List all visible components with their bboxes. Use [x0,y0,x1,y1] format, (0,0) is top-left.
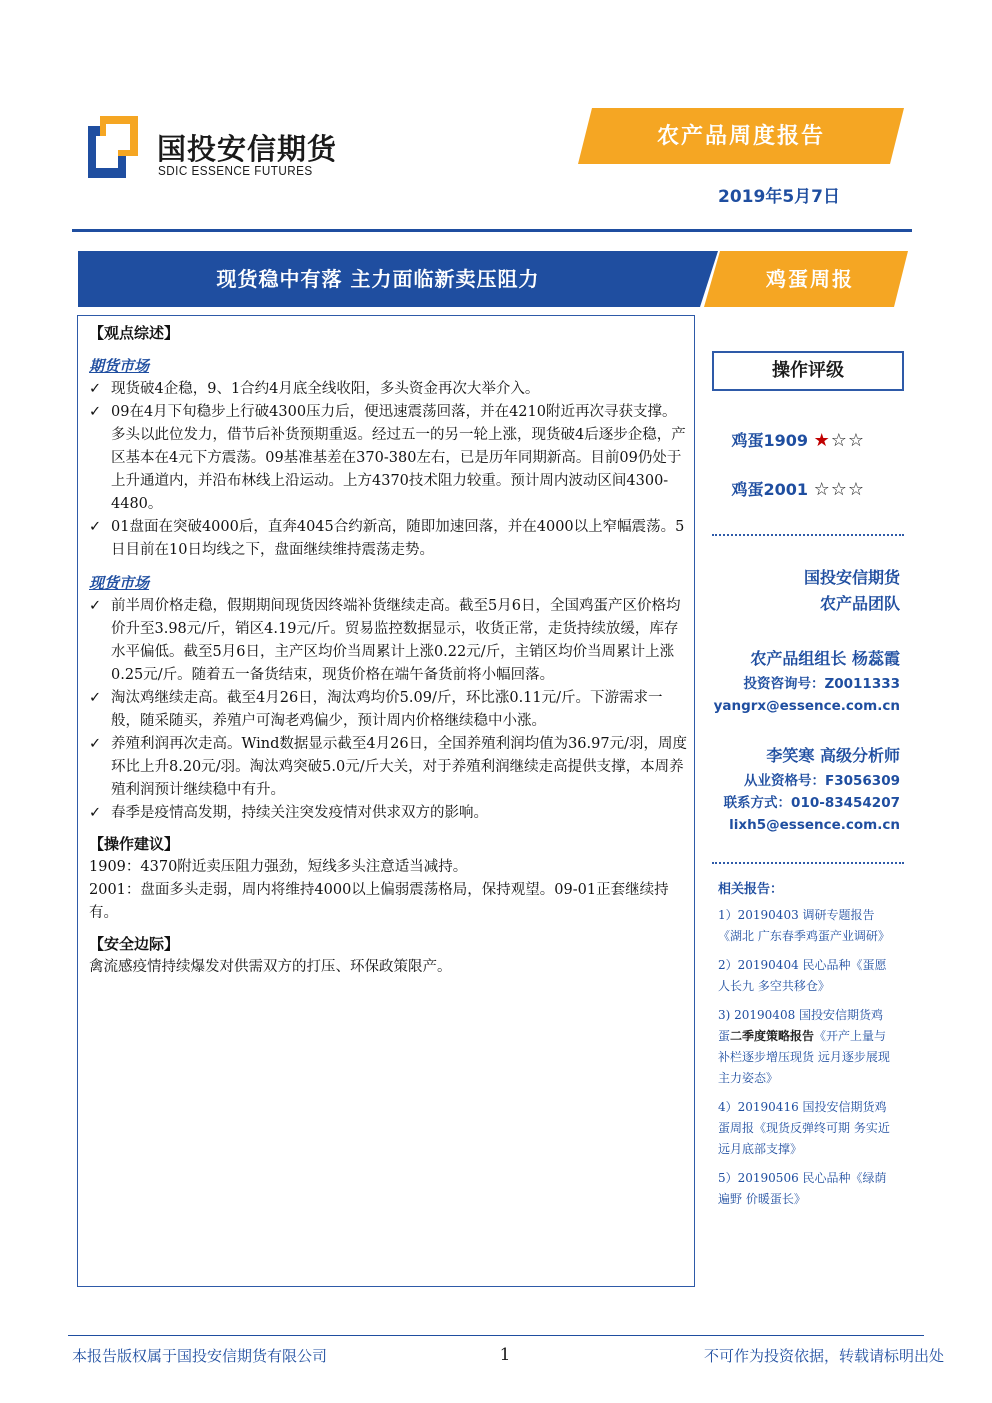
dotted-divider [712,862,904,864]
team-name: 农产品团队 [819,594,900,613]
safety-heading: 【安全边际】 [89,935,180,953]
analyst-card [680,645,900,717]
team-block [700,565,900,617]
advice-heading: 【操作建议】 [89,835,180,853]
logo-text-en: SDIC ESSENCE FUTURES [158,163,313,178]
report-title: 现货稳中有落 主力面临新卖压阻力 [216,267,540,291]
category-label: 鸡蛋周报 [766,267,854,291]
list-item: ✓ 09在4月下旬稳步上行破4300压力后，便迅速震荡回落，并在4210附近再次寻获支撑。多头以此位发力，借节后补货预期重返。经过五一的另一轮上涨，现货破4后逐步企稳，产区基本在4元下方震荡。09基准基差在370-380左右，已是历年同期新高。目前09仍处于上升通道内，并沿布林线上沿运动。上方4370技术阻力较重。预计周内波动区间4300-4480。 [89,401,689,516]
rating-name: 鸡蛋2001 [731,480,808,499]
check-icon: ✓ [89,805,102,821]
advice-2001: 2001：盘面多头走弱，周内将维持4000以上偏弱震荡格局，保持观望。09-01正套继续持有。 [89,882,669,921]
safety-text: 禽流感疫情持续爆发对供需双方的打压、环保政策限产。 [89,959,452,975]
rating-row [712,428,912,451]
star-rating [814,479,865,500]
futures-list [89,378,689,562]
analyst-email[interactable]: yangrx@essence.com.cn [713,698,900,714]
analyst-phone: 联系方式：010-83454207 [723,795,900,811]
footer-divider [68,1335,924,1336]
rating-row [712,477,912,500]
star-empty-icon: ☆☆☆ [813,479,865,500]
list-item: ✓ 前半周价格走稳，假期期间现货因终端补货继续走高。截至5月6日，全国鸡蛋产区价格均价升至3.98元/斤，销区4.19元/斤。贸易监控数据显示，收货正常，走货持续放缓，库存水平偏低。截至5月6日，主产区均价当周累计上涨0.22元/斤，主销区均价当周累计上涨0.25元/斤。随着五一备货结束，现货价格在端午备货前将小幅回落。 [89,595,689,687]
analyst-email[interactable]: lixh5@essence.com.cn [729,817,900,833]
related-reports [718,905,894,1218]
related-report-item[interactable]: 2）20190404 民心品种《蛋愿人长九 多空共移仓》 [718,958,887,993]
analyst-card [680,742,900,836]
check-icon: ✓ [89,690,102,706]
list-item: ✓ 01盘面在突破4000后，直奔4045合约新高，随即加速回落，并在4000以上窄幅震荡。5日目前在10日均线之下，盘面继续维持震荡走势。 [89,516,689,562]
check-icon: ✓ [89,598,102,614]
analyst-name: 农产品组组长 杨蕊霞 [750,649,900,668]
company-name: 国投安信期货 [803,568,900,587]
spot-list [89,595,689,825]
star-rating [814,430,865,451]
check-icon: ✓ [89,404,102,420]
star-filled-icon: ★ [813,430,831,451]
header-divider [72,229,912,232]
footer-copyright: 本报告版权属于国投安信期货有限公司 [72,1347,328,1365]
dotted-divider [712,534,904,536]
page-number: 1 [499,1345,511,1365]
related-heading: 相关报告： [718,882,784,897]
spot-heading: 现货市场 [89,574,150,592]
list-item: ✓ 淘汰鸡继续走高。截至4月26日，淘汰鸡均价5.09/斤，环比涨0.11元/斤。下游需求一般，随采随买，养殖户可淘老鸡偏少，预计周内价格继续稳中小涨。 [89,687,689,733]
futures-heading: 期货市场 [89,357,150,375]
related-report-item[interactable]: 5）20190506 民心品种《绿荫遍野 价暖蛋长》 [718,1171,887,1206]
summary-heading: 【观点综述】 [89,324,180,342]
analyst-license: 投资咨询号：Z0011333 [743,676,900,692]
footer-disclaimer: 不可作为投资依据，转载请标明出处 [703,1347,944,1365]
analyst-name: 李笑寒 高级分析师 [766,746,900,765]
advice-1909: 1909：4370附近卖压阻力强劲，短线多头注意适当减持。 [89,859,468,875]
analyst-license: 从业资格号：F3056309 [744,773,900,789]
check-icon: ✓ [89,519,102,535]
report-type-label: 农产品周度报告 [656,123,825,149]
check-icon: ✓ [89,736,102,752]
check-icon: ✓ [89,381,102,397]
related-report-item[interactable]: 4）20190416 国投安信期货鸡蛋周报《现货反弹终可期 务实近远月底部支撑》 [718,1100,890,1156]
rating-name: 鸡蛋1909 [731,431,808,450]
related-report-item[interactable]: 3) 20190408 国投安信期货鸡蛋二季度策略报告《开产上量与补栏逐步增压现货 远月逐步展现主力姿态》 [718,1008,890,1085]
related-report-item[interactable]: 1）20190403 调研专题报告《湖北 广东春季鸡蛋产业调研》 [718,908,890,943]
report-date: 2019年5月7日 [718,187,840,207]
rating-title: 操作评级 [712,351,904,391]
list-item: ✓ 现货破4企稳，9、1合约4月底全线收阳，多头资金再次大举介入。 [89,378,689,401]
star-empty-icon: ☆☆ [830,430,865,451]
summary-content [89,322,689,979]
logo-text-cn: 国投安信期货 [157,132,338,166]
list-item: ✓ 春季是疫情高发期，持续关注突发疫情对供求双方的影响。 [89,802,689,825]
list-item: ✓ 养殖利润再次走高。Wind数据显示截至4月26日，全国养殖利润均值为36.97元/羽，周度环比上升8.20元/羽。淘汰鸡突破5.0元/斤大关，对于养殖利润继续走高提供支撑，本周养殖利润预计继续稳中有升。 [89,733,689,802]
company-logo-icon [88,116,138,178]
